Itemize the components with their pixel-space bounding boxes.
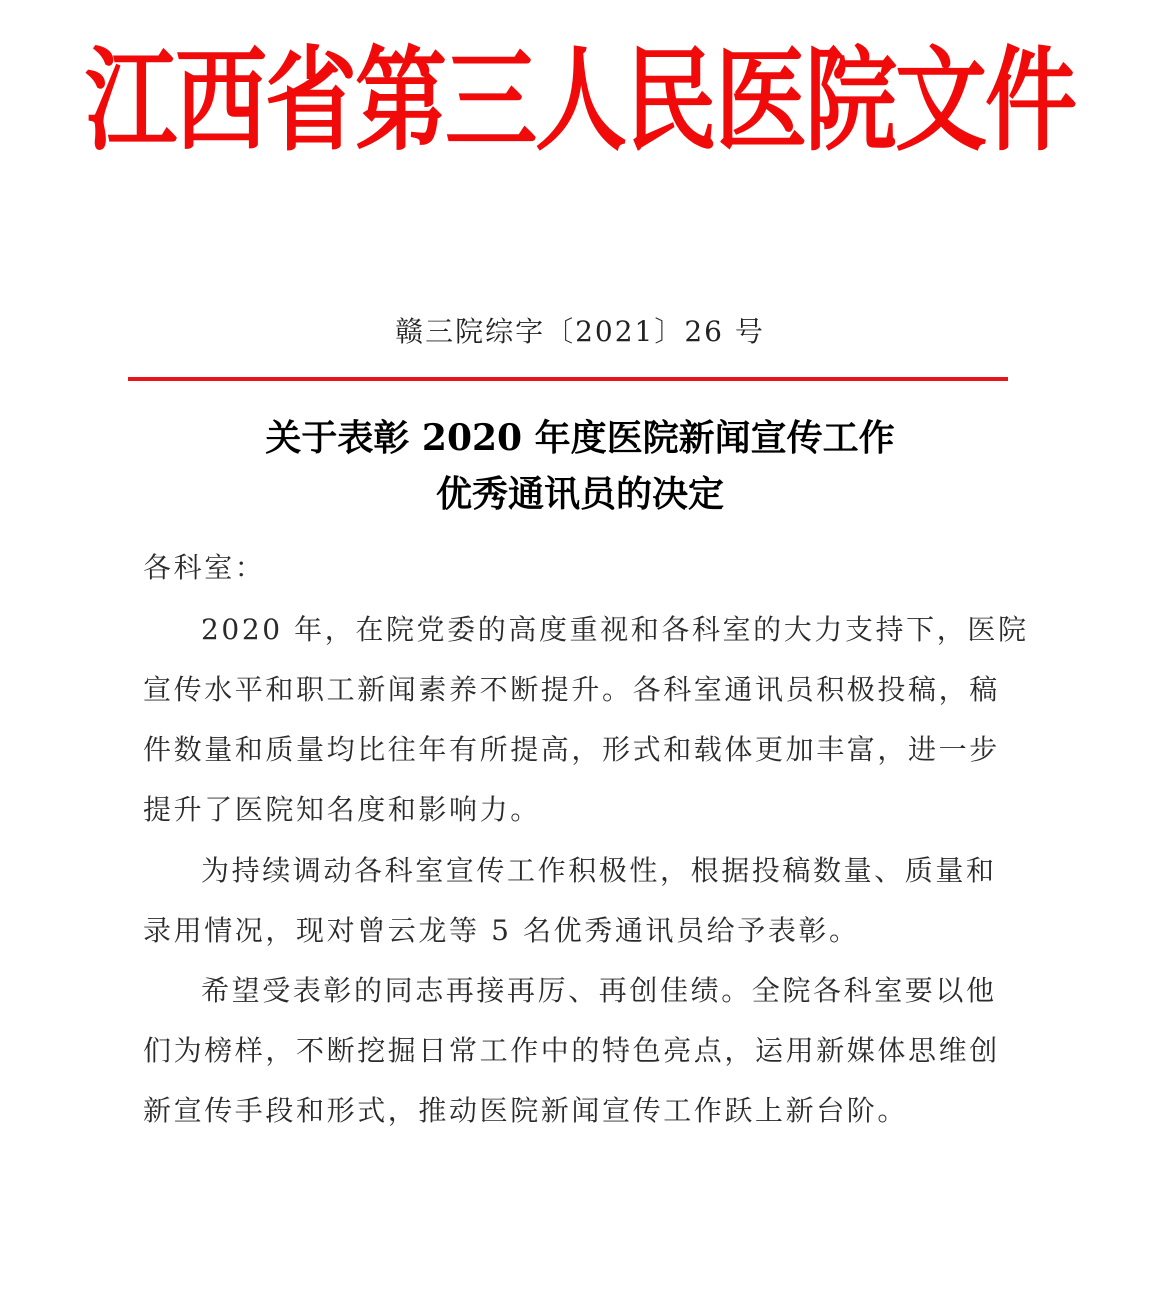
paragraph-line: 宣传水平和职工新闻素养不断提升。各科室通讯员积极投稿，稿: [143, 673, 1000, 706]
paragraph-line: 们为榜样，不断挖掘日常工作中的特色亮点，运用新媒体思维创: [143, 1034, 1000, 1067]
paragraph-line: 提升了医院知名度和影响力。: [143, 793, 541, 826]
document-title-line-2: 优秀通讯员的决定: [435, 473, 724, 515]
paragraph-line: 新宣传手段和形式，推动医院新闻宣传工作跃上新台阶。: [143, 1094, 909, 1127]
paragraph-line: 件数量和质量均比往年有所提高，形式和载体更加丰富，进一步: [143, 733, 1000, 766]
paragraph-line: 希望受表彰的同志再接再厉、再创佳绩。全院各科室要以他: [201, 974, 997, 1007]
paragraph-1: [143, 600, 1029, 840]
paragraph-line: 录用情况，现对曾云龙等 5 名优秀通讯员给予表彰。: [143, 914, 860, 947]
paragraph-line: 2020 年，在院党委的高度重视和各科室的大力支持下，医院: [201, 613, 1029, 646]
document-title-line-1: 关于表彰 2020 年度医院新闻宣传工作: [265, 417, 895, 459]
document-number: 赣三院综字〔2021〕26 号: [395, 315, 765, 348]
salutation: 各科室：: [143, 551, 266, 584]
masthead-title: 江西省第三人民医院文件: [84, 35, 1075, 167]
paragraph-2: [143, 841, 1013, 961]
paragraph-line: 为持续调动各科室宣传工作积极性，根据投稿数量、质量和: [201, 854, 997, 887]
red-separator-line: [128, 377, 1008, 381]
paragraph-3: [143, 961, 1013, 1141]
